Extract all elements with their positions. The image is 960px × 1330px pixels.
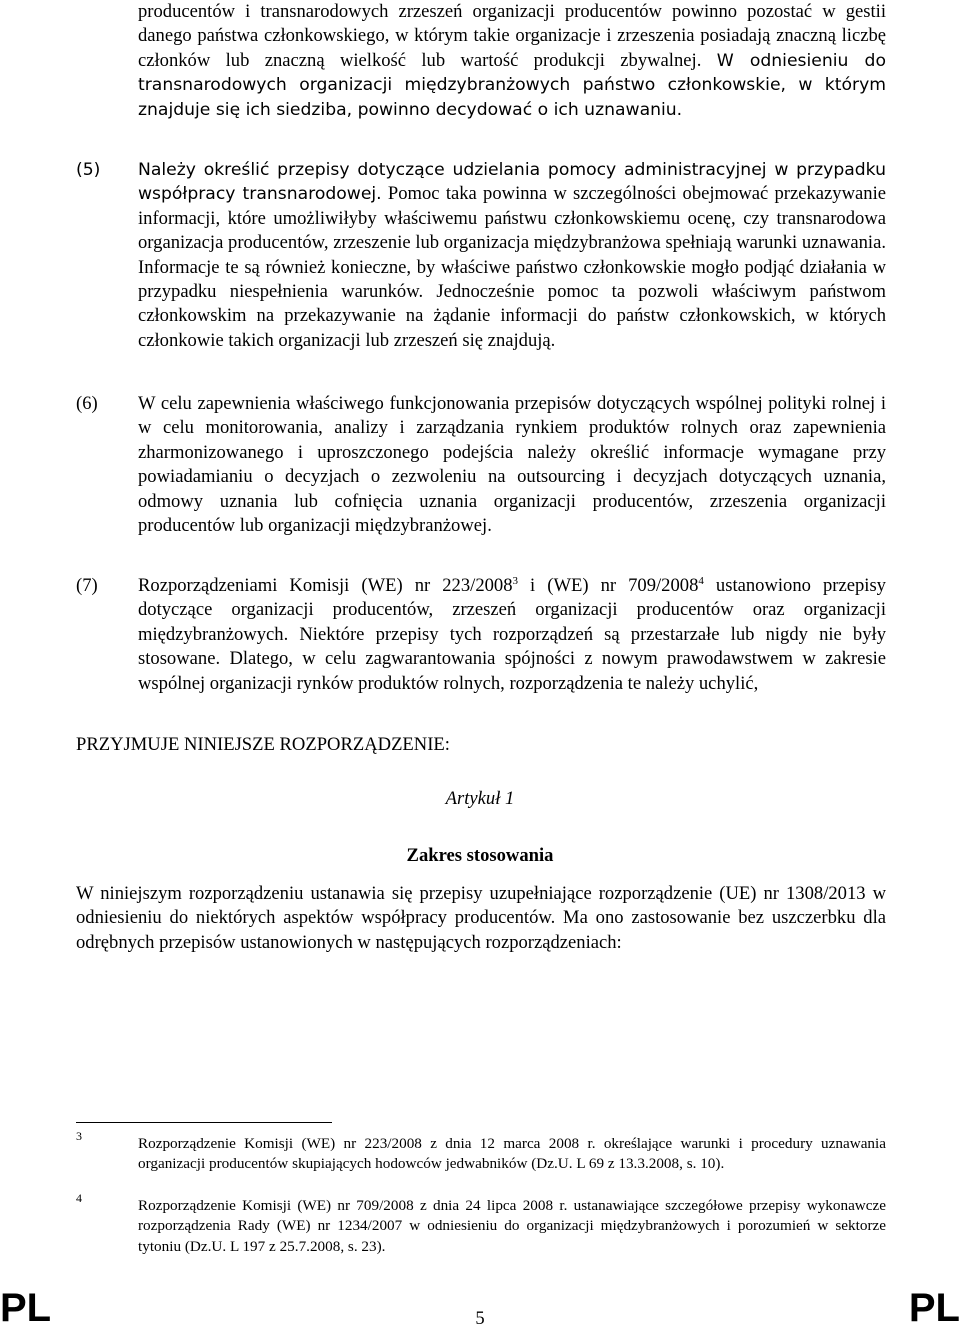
- adoption-formula: PRZYJMUJE NINIEJSZE ROZPORZĄDZENIE:: [76, 734, 450, 755]
- footer-language-left: PL: [0, 1286, 52, 1330]
- footer-language-right: PL: [908, 1286, 960, 1330]
- recital-7-text-a: Rozporządzeniami Komisji (WE) nr 223/2008: [138, 575, 513, 596]
- footnote-text: Rozporządzenie Komisji (WE) nr 223/2008 z dnia 12 marca 2008 r. określające warunki i procedury uznawania organizacji producentów skupiających hodowców jedwabników (Dz.U. L 69 z 13.3.2008, s. 10).: [138, 1135, 886, 1173]
- footnote-separator: [76, 1122, 332, 1123]
- recital-7-text-b: i (WE) nr 709/2008: [518, 575, 699, 596]
- recital-6-text: W celu zapewnienia właściwego funkcjonowania przepisów dotyczących wspólnej polityki rolnej i w celu monitorowania, analizy i zarządzania rynkiem produktów rolnych oraz zapewnienia zharmonizowanego i uproszczonego podejścia należy określić informacje wymagane przy powiadamianiu o decyzjach o zezwoleniu na outsourcing i decyzjach dotyczących uznania, odmowy uznania lub cofnięcia uznania organizacji producentów, zrzeszenia organizacji producentów lub organizacji międzybranżowej.: [138, 393, 886, 537]
- recital-5-part1: Należy określić przepisy dotyczące udzielania pomocy administracyjnej w przypadku współpracy transnarodowej.: [138, 160, 886, 205]
- recital-number: (5): [76, 160, 101, 180]
- article-text: W niniejszym rozporządzeniu ustanawia się przepisy uzupełniające rozporządzenie (UE) nr 1308/2013 w odniesieniu do niektórych aspektów współpracy producentów. Ma ono zastosowanie bez uszczerbku dla odrębnych przepisów ustanowionych w następujących rozporządzeniach:: [76, 883, 886, 953]
- intro-paragraph: [138, 0, 886, 122]
- recital-number: (7): [76, 575, 98, 596]
- recital-7: [76, 574, 886, 696]
- article-label: Artykuł 1: [445, 788, 515, 809]
- footnote-number: 3: [76, 1129, 82, 1143]
- intro-paragraph-part1: producentów i transnarodowych zrzeszeń organizacji producentów powinno pozostać w gestii danego państwa członkowskiego, w którym takie organizacje i zrzeszenia posiadają znaczną liczbę członków lub znaczną wielkość lub wartość produkcji zbywalnej.: [138, 1, 886, 71]
- recital-7-text-c: ustanowiono przepisy dotyczące organizacji producentów, zrzeszeń organizacji producentów oraz organizacji międzybranżowych. Niektóre przepisy tych rozporządzeń są przestarzałe lub nigdy nie były stosowane. Dlatego, w celu zagwarantowania spójności z nowym prawodawstwem w zakresie wspólnej organizacji rynków produktów rolnych, rozporządzenia te należy uchylić,: [138, 575, 886, 694]
- article-title: Zakres stosowania: [406, 845, 554, 866]
- footnote-text: Rozporządzenie Komisji (WE) nr 709/2008 z dnia 24 lipca 2008 r. ustanawiające szczegółowe przepisy wykonawcze rozporządzenia Rady (WE) nr 1234/2007 w odniesieniu do organizacji międzybranżowych i porozumień w sektorze tytoniu (Dz.U. L 197 z 25.7.2008, s. 23).: [138, 1197, 886, 1255]
- footnote-ref[interactable]: 3: [512, 574, 519, 587]
- footnote: [76, 1129, 886, 1175]
- page-number: 5: [475, 1308, 485, 1329]
- footnote: [76, 1191, 886, 1257]
- recital-6: [76, 392, 886, 538]
- recital-5: [76, 158, 886, 353]
- footnote-ref[interactable]: 4: [698, 574, 704, 587]
- recital-5-part2: Pomoc taka powinna w szczególności obejmować przekazywanie informacji, które umożliwiłyby właściwemu państwu członkowskiemu ocenę, czy transnarodowa organizacja producentów, zrzeszenie lub organizacja międzybranżowa spełniają warunki uznawania. Informacje te są również konieczne, by właściwe państwo członkowskie mogło podjąć działania w przypadku niespełnienia warunków. Jednocześnie pomoc ta pozwoli właściwym państwom członkowskim na przekazywanie na żądanie informacji do państw członkowskich, w których członkowie takich organizacji lub zrzeszeń się znajdują.: [138, 183, 886, 351]
- recital-number: (6): [76, 393, 98, 414]
- footnote-number: 4: [76, 1191, 82, 1205]
- intro-paragraph-part2: W odniesieniu do transnarodowych organizacji międzybranżowych państwo członkowskie, w którym znajduje się ich siedziba, powinno decydować o ich uznawaniu.: [138, 50, 886, 120]
